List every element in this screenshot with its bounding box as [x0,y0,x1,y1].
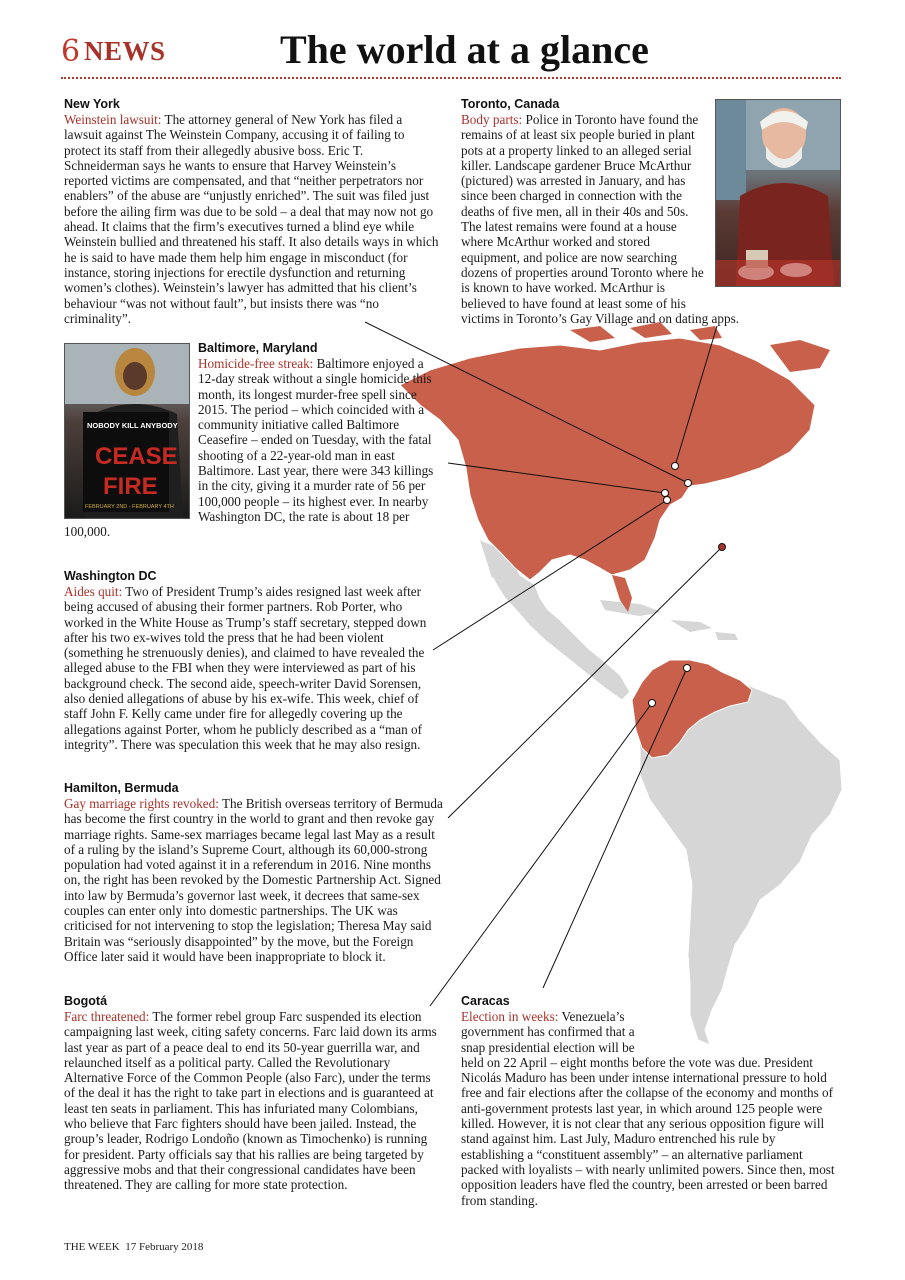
story-text [64,112,441,326]
marker-washington [664,497,671,504]
page-number: 6 [61,34,81,69]
page-title: The world at a glance [280,27,649,72]
story-body: The former rebel group Farc suspended its election campaigning last week, citing safety concerns. Farc laid down its arms last year as part of a peace deal to end its 50-year guerrilla war, and relaunched itself as a political party. Called the Revolutionary Alternative Force of the Common People (also Farc), under the terms of the deal it has the right to take part in elections and is guaranteed at least ten seats in parliament. This has infuriated many Colombians, who believe that Farc fighters should have been jailed. Instead, the group’s leader, Rodrigo Londoño (known as Timochenko) is running for president. Party officials say that his rallies are being targeted by aggressive mobs and that their congressional candidates have been threatened. They are calling for more state protection. [64,1009,437,1193]
story-text [64,1009,441,1193]
marker-newyork [685,480,692,487]
north-america-highlight [400,338,815,580]
story-kicker: Homicide-free streak: [198,356,314,371]
story-baltimore [64,341,441,540]
marker-caracas [684,665,691,672]
marker-bermuda [719,544,726,551]
story-body: Two of President Trump’s aides resigned last week after being accused of abusing their former partners. Rob Porter, who worked in the White House as Trump’s staff secretary, stepped down after his two ex-wives told the press that he had been violent (something he strenuously denies), and claimed to have revealed the alleged abuse to the FBI when they were interviewed as part of his background check. The second aide, speech-writer David Sorensen, also denied allegations of abuse by his ex-wife. This week, chief of staff John F. Kelly came under fire for allegedly covering up the allegations against Porter, whom he publicly described as a “man of integrity”. There was speculation this week that he may also resign. [64,584,427,752]
story-kicker: Weinstein lawsuit: [64,112,162,127]
story-caracas [461,994,839,1208]
story-kicker: Gay marriage rights revoked: [64,796,219,811]
story-body: The British overseas territory of Bermuda has become the first country in the world to grant and then revoke gay marriage rights. Same-sex marriages became legal last May as a result of a ruling by the island’s Supreme Court, although its 60,000-strong population had voted against it in a referendum in 2016. Nine months on, the right has been revoked by the Domestic Partnership Act. Signed into law by Bermuda’s governor last week, it decrees that same-sex couples can enter only into domestic partnerships. The UK was criticised for not intervening to stop the legislation; Theresa May said Britain was “seriously disappointed” by the move, but the Foreign Office later said it would have been inappropriate to block it. [64,796,443,964]
greenland-fragment [770,340,830,372]
marker-bogota [649,700,656,707]
sign-top-text: NOBODY KILL ANYBODY [87,421,178,430]
story-kicker: Election in weeks: [461,1009,559,1024]
story-bogota [64,994,441,1193]
story-location: Toronto, Canada [461,97,560,111]
story-text [64,584,441,752]
caribbean-islands [600,600,738,640]
story-kicker: Farc threatened: [64,1009,150,1024]
story-newyork [64,97,441,326]
marker-toronto [672,463,679,470]
story-text [461,112,839,326]
story-toronto [461,97,839,326]
story-washington [64,569,441,752]
sign-main-text: CEASE [95,443,178,470]
story-body: Venezuela’s government has confirmed that a snap presidential election will be held on 22 April – eight months before the vote was due. President Nicolás Maduro has been under intense international pressure to hold free and fair elections after the collapse of the economy and months of anti-government protests last year, in which around 125 people were killed. However, it is not clear that any serious opposition figure will stand against him. Last July, Maduro entrenched his rule by establishing a “constituent assembly” – an alternative parliament packed with loyalists – with nearly unlimited powers. Since then, most opposition leaders have fled the country, been arrested or been barred from standing. [461,1009,835,1208]
story-body: Police in Toronto have found the remains of at least six people buried in plant pots at a property linked to an alleged serial killer. Landscape gardener Bruce McArthur (pictured) was arrested in January, and has since been charged in connection with the deaths of five men, all in their 40s and 50s. The latest remains were found at a house where McArthur worked and stored equipment, and police are now searching dozens of properties around Toronto where he is known to have worked. McArthur is believed to have found at least some of his victims in Toronto’s Gay Village and on dating apps. [461,112,739,326]
story-body: Baltimore enjoyed a 12-day streak without a single homicide this month, its longest murder-free spell since 2015. The period – which coincided with a community initiative called Baltimore Ceasefire – ended on Tuesday, with the fatal shooting of a 22-year-old man in east Baltimore. Last year, there were 343 killings in the city, giving it a murder rate of 56 per 100,000 people – its highest ever. In nearby Washington DC, the rate is about 18 per 100,000. [64,356,434,540]
story-location: New York [64,97,120,111]
story-kicker: Body parts: [461,112,523,127]
story-bermuda [64,781,445,964]
story-location: Washington DC [64,569,157,583]
story-kicker: Aides quit: [64,584,123,599]
sign-bottom-text: FEBRUARY 2ND - FEBRUARY 4TH [85,504,174,510]
story-body: The attorney general of New York has filed a lawsuit against The Weinstein Company, accusing it of failing to protect its staff from their allegedly abusive boss. Eric T. Schneiderman says he wants to ensure that Harvey Weinstein’s reported victims are compensated, and that “neither perpetrators nor enablers” of the abuse are “unjustly enriched”. The suit was filed just before the ailing firm was due to be sold – a deal that may now not go ahead. It claims that the firm’s executives turned a blind eye while Weinstein bullied and threatened his staff. It also details ways in which he is said to have made them help him engage in misconduct (for instance, storing injections for erectile dysfunction and returning women’s clothes). Weinstein’s lawyer has admitted that his client’s behaviour “was not without fault”, but insists there was “no criminality”. [64,112,439,326]
story-text [461,1009,839,1208]
story-location: Hamilton, Bermuda [64,781,179,795]
story-text [64,796,445,964]
marker-baltimore [662,490,669,497]
story-location: Bogotá [64,994,108,1008]
sign-main-text-2: FIRE [103,473,158,500]
story-location: Baltimore, Maryland [198,341,318,355]
section-label: NEWS [84,36,166,66]
footer-date: 17 February 2018 [125,1241,204,1253]
story-location: Caracas [461,994,510,1008]
header-divider [61,77,841,79]
story-text [64,356,441,540]
footer [64,1241,203,1253]
footer-publication: THE WEEK [64,1241,120,1253]
